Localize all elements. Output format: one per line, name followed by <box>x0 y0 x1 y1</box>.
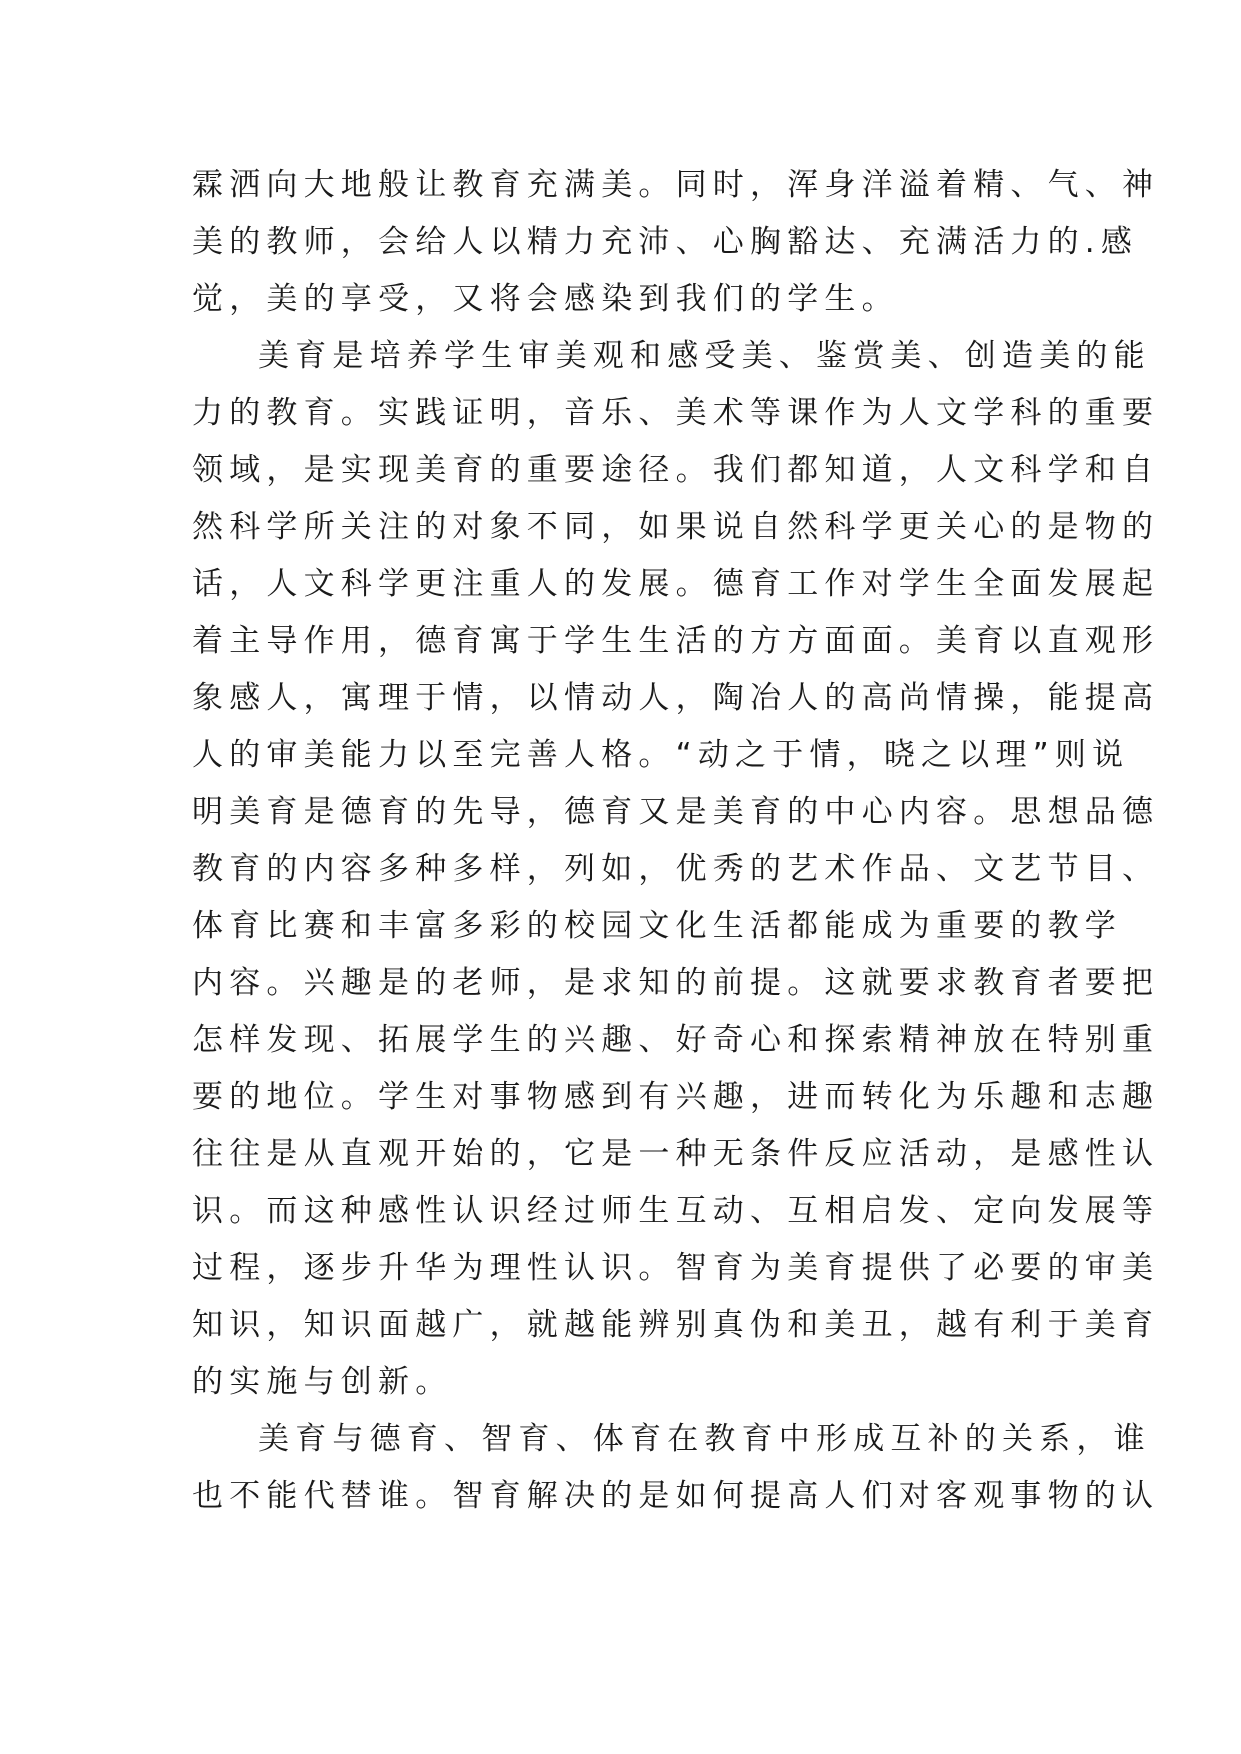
text-line: 明美育是德育的先导，德育又是美育的中心内容。思想品德 <box>192 794 1160 830</box>
text-line: 话，人文科学更注重人的发展。德育工作对学生全面发展起 <box>192 566 1160 602</box>
text-line: 知识，知识面越广，就越能辨别真伪和美丑，越有利于美育 <box>192 1307 1160 1343</box>
text-line: 霖洒向大地般让教育充满美。同时，浑身洋溢着精、气、神 <box>192 167 1160 203</box>
text-line: 力的教育。实践证明，音乐、美术等课作为人文学科的重要 <box>192 395 1160 431</box>
text-line: 内容。兴趣是的老师，是求知的前提。这就要求教育者要把 <box>192 965 1160 1001</box>
text-line: 人的审美能力以至完善人格。“动之于情，晓之以理”则说 <box>192 737 1130 773</box>
text-line: 象感人，寓理于情，以情动人，陶冶人的高尚情操，能提高 <box>192 680 1160 716</box>
text-line: 识。而这种感性认识经过师生互动、互相启发、定向发展等 <box>192 1193 1160 1229</box>
text-line: 要的地位。学生对事物感到有兴趣，进而转化为乐趣和志趣 <box>192 1079 1160 1115</box>
body-text <box>192 157 1160 1525</box>
text-line: 觉，美的享受，又将会感染到我们的学生。 <box>192 281 899 317</box>
text-line: 美的教师，会给人以精力充沛、心胸豁达、充满活力的.感 <box>192 224 1139 260</box>
text-line: 领域，是实现美育的重要途径。我们都知道，人文科学和自 <box>192 452 1160 488</box>
text-line: 怎样发现、拓展学生的兴趣、好奇心和探索精神放在特别重 <box>192 1022 1160 1058</box>
text-line: 也不能代替谁。智育解决的是如何提高人们对客观事物的认 <box>192 1478 1160 1514</box>
text-line: 往往是从直观开始的，它是一种无条件反应活动，是感性认 <box>192 1136 1160 1172</box>
text-line: 着主导作用，德育寓于学生生活的方方面面。美育以直观形 <box>192 623 1160 659</box>
text-line: 的实施与创新。 <box>192 1364 453 1400</box>
text-line: 然科学所关注的对象不同，如果说自然科学更关心的是物的 <box>192 509 1160 545</box>
text-line: 美育与德育、智育、体育在教育中形成互补的关系，谁 <box>258 1421 1151 1457</box>
text-line: 美育是培养学生审美观和感受美、鉴赏美、创造美的能 <box>258 338 1151 374</box>
text-line: 体育比赛和丰富多彩的校园文化生活都能成为重要的教学 <box>192 908 1122 944</box>
text-line: 过程，逐步升华为理性认识。智育为美育提供了必要的审美 <box>192 1250 1160 1286</box>
text-line: 教育的内容多种多样，列如，优秀的艺术作品、文艺节目、 <box>192 851 1160 887</box>
